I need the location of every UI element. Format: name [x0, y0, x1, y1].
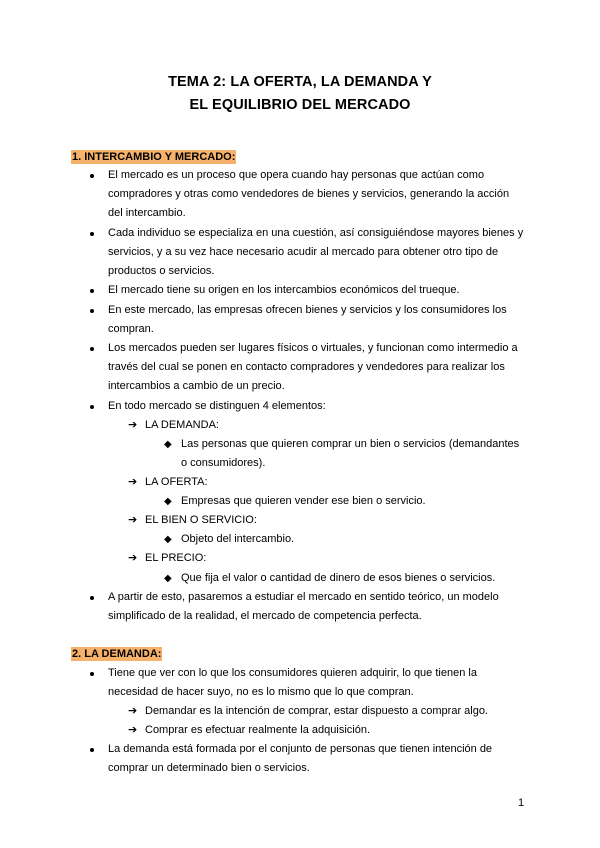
- element-detail-precio: [181, 569, 541, 588]
- sub-point-demandar: Demandar es la intención de comprar, estar dispuesto a comprar algo.: [145, 705, 489, 717]
- arrow-icon: ➔: [128, 552, 138, 564]
- page-number: 1: [518, 797, 525, 809]
- bullet-icon: [90, 596, 94, 600]
- element-label-bien-servicio: EL BIEN O SERVICIO:: [145, 514, 257, 526]
- element-detail-bien-servicio: [181, 530, 541, 549]
- diamond-icon: ◆: [164, 496, 172, 507]
- element-detail-oferta: [181, 492, 541, 511]
- paragraph-origen-trueque: [108, 281, 532, 300]
- bullet-icon: [90, 347, 94, 351]
- diamond-icon: ◆: [164, 439, 172, 450]
- element-detail-demanda: [181, 435, 541, 473]
- text-line: Objeto del intercambio.: [181, 533, 295, 545]
- bullet-icon: [90, 309, 94, 313]
- text-line: El mercado tiene su origen en los intercambios económicos del trueque.: [108, 284, 460, 296]
- text-line: El mercado es un proceso que opera cuando hay personas que actúan como: [108, 169, 485, 181]
- text-line: Que fija el valor o cantidad de dinero de esos bienes o servicios.: [181, 572, 496, 584]
- diamond-icon: ◆: [164, 534, 172, 545]
- paragraph-empresas-ofrecen: [108, 301, 532, 339]
- arrow-icon: ➔: [128, 476, 138, 488]
- text-line: Los mercados pueden ser lugares físicos o virtuales, y funcionan como intermedio a: [108, 342, 518, 354]
- sub-point-comprar: Comprar es efectuar realmente la adquisición.: [145, 724, 371, 736]
- bullet-icon: [90, 405, 94, 409]
- text-line: Cada individuo se especializa en una cuestión, así consiguiéndose mayores bienes y: [108, 227, 524, 239]
- text-line: o consumidores).: [181, 457, 266, 469]
- arrow-icon: ➔: [128, 724, 138, 736]
- text-line: Tiene que ver con lo que los consumidores quieren adquirir, lo que tienen la: [108, 667, 477, 679]
- section-heading-intercambio: 1. INTERCAMBIO Y MERCADO:: [72, 151, 236, 163]
- paragraph-demanda-formada: [108, 740, 532, 778]
- text-line: Las personas que quieren comprar un bien o servicios (demandantes: [181, 438, 520, 450]
- arrow-icon: ➔: [128, 514, 138, 526]
- text-line: servicios, y a su vez hace necesario acudir al mercado para obtener otro tipo de: [108, 246, 499, 258]
- text-line: En este mercado, las empresas ofrecen bienes y servicios y los consumidores los: [108, 304, 507, 316]
- text-line: compran.: [108, 323, 154, 335]
- element-label-oferta: LA OFERTA:: [145, 476, 208, 488]
- bullet-icon: [90, 232, 94, 236]
- text-line: Empresas que quieren vender ese bien o servicio.: [181, 495, 426, 507]
- text-line: La demanda está formada por el conjunto de personas que tienen intención de: [108, 743, 493, 755]
- document-title-line-2: EL EQUILIBRIO DEL MERCADO: [189, 97, 411, 113]
- bullet-icon: [90, 672, 94, 676]
- text-line: del intercambio.: [108, 207, 186, 219]
- diamond-icon: ◆: [164, 573, 172, 584]
- paragraph-mercado-proceso: [108, 166, 532, 223]
- document-title-line-1: TEMA 2: LA OFERTA, LA DEMANDA Y: [168, 74, 432, 90]
- paragraph-especializacion: [108, 224, 532, 281]
- text-line: En todo mercado se distinguen 4 elementos:: [108, 400, 326, 412]
- text-line: necesidad de hacer suyo, no es lo mismo que lo que compran.: [108, 686, 414, 698]
- text-line: productos o servicios.: [108, 265, 215, 277]
- bullet-icon: [90, 174, 94, 178]
- section-heading-demanda: 2. LA DEMANDA:: [72, 648, 162, 660]
- element-label-demanda: LA DEMANDA:: [145, 419, 219, 431]
- text-line: simplificado de la realidad, el mercado de competencia perfecta.: [108, 610, 422, 622]
- text-line: intercambios a cambio de un precio.: [108, 380, 285, 392]
- bullet-icon: [90, 748, 94, 752]
- paragraph-mercados-fisicos: [108, 339, 532, 396]
- paragraph-competencia-perfecta: [108, 588, 532, 626]
- text-line: través del cual se ponen en contacto compradores y vendedores para realizar los: [108, 361, 505, 373]
- paragraph-consumidores-quieren: [108, 664, 532, 702]
- paragraph-cuatro-elementos: [108, 397, 532, 416]
- bullet-icon: [90, 289, 94, 293]
- arrow-icon: ➔: [128, 419, 138, 431]
- arrow-icon: ➔: [128, 705, 138, 717]
- text-line: A partir de esto, pasaremos a estudiar el mercado en sentido teórico, un modelo: [108, 591, 499, 603]
- text-line: comprar un determinado bien o servicios.: [108, 762, 310, 774]
- text-line: compradores y otras como vendedores de bienes y servicios, generando la acción: [108, 188, 510, 200]
- element-label-precio: EL PRECIO:: [145, 552, 207, 564]
